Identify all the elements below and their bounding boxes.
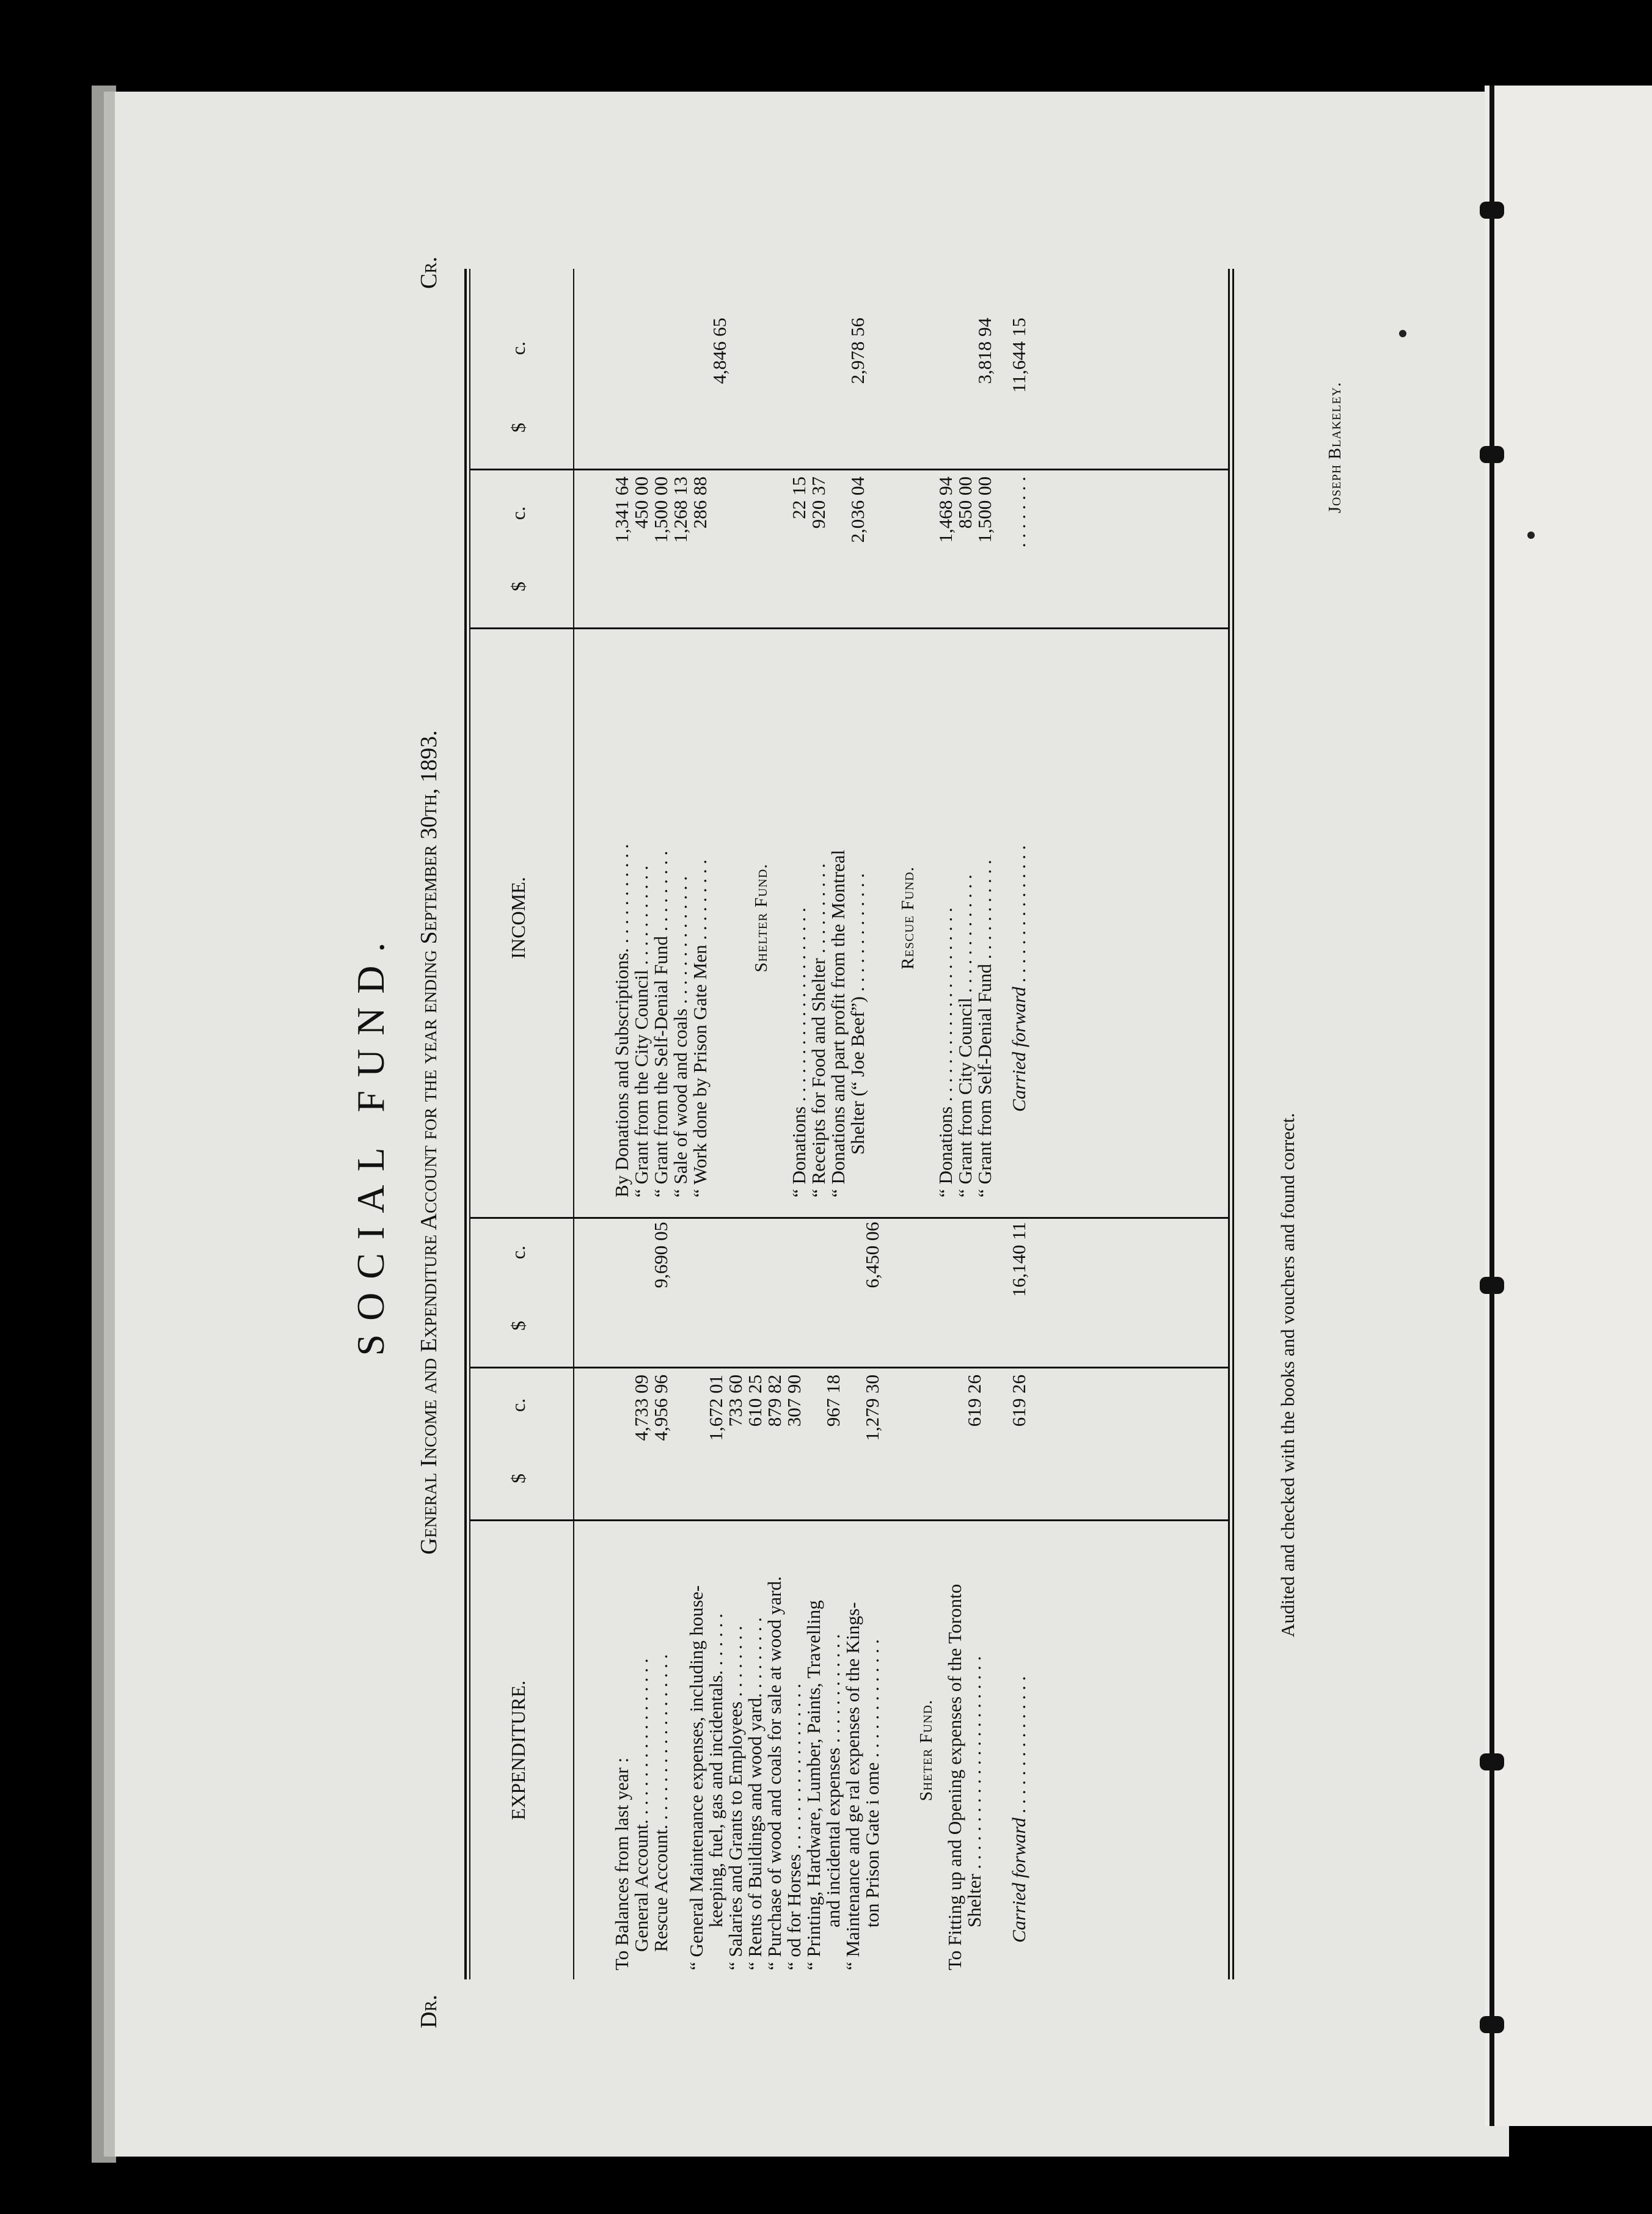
income-header: INCOME. [507, 877, 529, 959]
binding-line [1489, 86, 1494, 2126]
ink-speck [1527, 532, 1535, 539]
exp-amount: 967 18 [822, 1375, 844, 1427]
exp-carried-amount: 619 26 [1008, 1375, 1029, 1427]
exp-amount: 733 60 [725, 1375, 746, 1427]
inc-cents-header: c. [507, 506, 529, 521]
facing-page [1485, 86, 1652, 2126]
exp-dollar-header-2: $ [507, 1321, 529, 1331]
page-title: SOCIAL FUND. [349, 929, 392, 1356]
exp-line: “ General Maintenance expenses, including house- [685, 1585, 707, 1970]
auditor-signature: Joseph Blakeley. [1326, 381, 1345, 513]
exp-line: and incidental expenses . . . . . . . . . . . . [822, 1634, 844, 1927]
inc-line: “ Sale of wood and coals . . . . . . . . . . . . . . [670, 875, 691, 1197]
inc-line: “ Grant from Self-Denial Fund . . . . . . . . . . . [974, 860, 995, 1197]
binding-stitch [1480, 2016, 1504, 2033]
exp-amount: 610 25 [744, 1375, 766, 1427]
inc-line: “ Work done by Prison Gate Men . . . . . . . . . [689, 859, 711, 1197]
inc-text-divider [470, 627, 1228, 629]
account-subtitle [415, 257, 442, 2028]
account-heading: General Income and Expenditure Account for the year ending September 30th, 1893. [416, 730, 442, 1555]
exp-cents-header-2: c. [507, 1245, 529, 1260]
bottom-rule [1228, 269, 1230, 1979]
inc-amount: 850 00 [954, 477, 976, 529]
exp-line: “ Rents of Buildings and wood yard. . . . . . . . . [744, 1617, 766, 1970]
inc-dollar-header-2: $ [507, 423, 529, 433]
inc-carried-dots: . . . . . . . . [1008, 477, 1029, 548]
inc-dollar-header: $ [507, 582, 529, 591]
exp-line: ton Prison Gate i ome . . . . . . . . . . . . . [861, 1639, 883, 1927]
exp-line: “ od for Horses . . . . . . . . . . . . . . . . . . [783, 1683, 805, 1970]
inc-rescue-heading: Rescue Fund. [898, 866, 918, 970]
inc-cents-header-2: c. [507, 341, 529, 356]
inc-line: Shelter (“ Joe Beef”) . . . . . . . . . . . . . [847, 873, 868, 1155]
exp-line: Shelter . . . . . . . . . . . . . . . . . . . . . . . [963, 1656, 985, 1927]
inc-total: 2,978 56 [847, 318, 868, 384]
inc-line: “ Receipts for Food and Shelter . . . . . . . . . . [808, 863, 829, 1197]
exp-line: “ Printing, Hardware, Lumber, Paints, Travelling [803, 1600, 824, 1970]
inc-carried-forward: Carried forward . . . . . . . . . . . . . . . [1008, 844, 1029, 1112]
exp-amount: 1,279 30 [861, 1375, 883, 1441]
exp-line: Rescue Account. . . . . . . . . . . . . . . . . . . [650, 1654, 671, 1952]
exp-amount: 4,956 96 [650, 1375, 671, 1441]
inc-line: “ Donations and part profit from the Montreal [827, 849, 849, 1197]
exp-line: To Balances from last year : [611, 1757, 632, 1970]
binding-stitch [1480, 202, 1504, 219]
inc-line: “ Donations . . . . . . . . . . . . . . . . . . . . . [788, 907, 810, 1197]
exp-total: 9,690 05 [650, 1222, 671, 1288]
exp-col-divider [470, 1367, 1228, 1368]
ink-speck [1399, 330, 1406, 337]
inc-amount: 2,036 04 [847, 477, 868, 543]
inc-line: “ Donations . . . . . . . . . . . . . . . . . . . . . [935, 907, 956, 1197]
binding-stitch [1480, 1277, 1504, 1294]
rotated-account-sheet [348, 257, 1345, 2028]
audit-statement: Audited and checked with the books and vouchers and found correct. [1277, 1112, 1298, 1637]
inc-shelter-heading: Shelter Fund. [751, 863, 771, 973]
inc-amount: 286 88 [689, 477, 711, 529]
expenditure-header: EXPENDITURE. [507, 1680, 529, 1821]
inc-line: “ Grant from City Council . . . . . . . . . . . . . [954, 874, 976, 1197]
exp-amount: 4,733 09 [630, 1375, 652, 1441]
inc-amount: 450 00 [630, 477, 652, 529]
binding-stitch [1480, 446, 1504, 463]
top-rule [464, 269, 467, 1979]
exp-amount: 307 90 [783, 1375, 805, 1427]
inc-amount: 22 15 [788, 477, 810, 519]
exp-line: keeping, fuel, gas and incidentals. . . . . . . [705, 1613, 726, 1927]
exp-line: “ Salaries and Grants to Employees . . . . . . . . [725, 1626, 746, 1970]
exp-carried-forward: Carried forward . . . . . . . . . . . . . . . [1008, 1675, 1029, 1943]
inc-line: By Donations and Subscriptions. . . . . . . . . . . . [611, 844, 632, 1197]
inc-amount: 1,500 00 [650, 477, 671, 543]
inc-line: “ Grant from the City Council . . . . . . . . . . . [630, 865, 652, 1197]
inc-amount: 1,468 94 [935, 477, 956, 543]
binding-stitch [1480, 1753, 1504, 1770]
exp-line: To Fitting up and Opening expenses of the Toronto [944, 1584, 965, 1970]
inc-col-divider [470, 469, 1228, 470]
inc-amount: 920 37 [808, 477, 829, 529]
header-rule [573, 269, 574, 1979]
exp-amount: 879 82 [764, 1375, 785, 1427]
center-divider [470, 1217, 1228, 1219]
inc-line: “ Grant from the Self-Denial Fund . . . . . . . . . [650, 850, 671, 1197]
exp-line: General Account. . . . . . . . . . . . . . . . . . [630, 1658, 652, 1952]
exp-shelter-heading: Sheter Fund. [916, 1699, 936, 1802]
exp-dollar-header: $ [507, 1474, 529, 1483]
exp-line: “ Purchase of wood and coals for sale at wood yard. [764, 1576, 785, 1970]
exp-amount: 1,672 01 [705, 1375, 726, 1441]
exp-cents-header: c. [507, 1398, 529, 1412]
top-rule-thin [469, 269, 470, 1979]
inc-amount: 1,268 13 [670, 477, 691, 543]
inc-carried-total: 11,644 15 [1008, 318, 1029, 393]
inc-total: 4,846 65 [709, 318, 730, 384]
inc-amount: 1,341 64 [611, 477, 632, 543]
bottom-rule-double [1232, 269, 1234, 1979]
exp-carried-total: 16,140 11 [1008, 1222, 1029, 1297]
inc-total: 3,818 94 [974, 318, 995, 384]
exp-text-divider [470, 1519, 1228, 1521]
exp-line: “ Maintenance and ge ral expenses of the Kings- [842, 1602, 863, 1970]
inc-amount: 1,500 00 [974, 477, 995, 543]
exp-total: 6,450 06 [861, 1222, 883, 1288]
exp-amount: 619 26 [963, 1375, 985, 1427]
debit-label: Dr. [416, 1995, 442, 2028]
credit-label: Cr. [416, 257, 442, 289]
